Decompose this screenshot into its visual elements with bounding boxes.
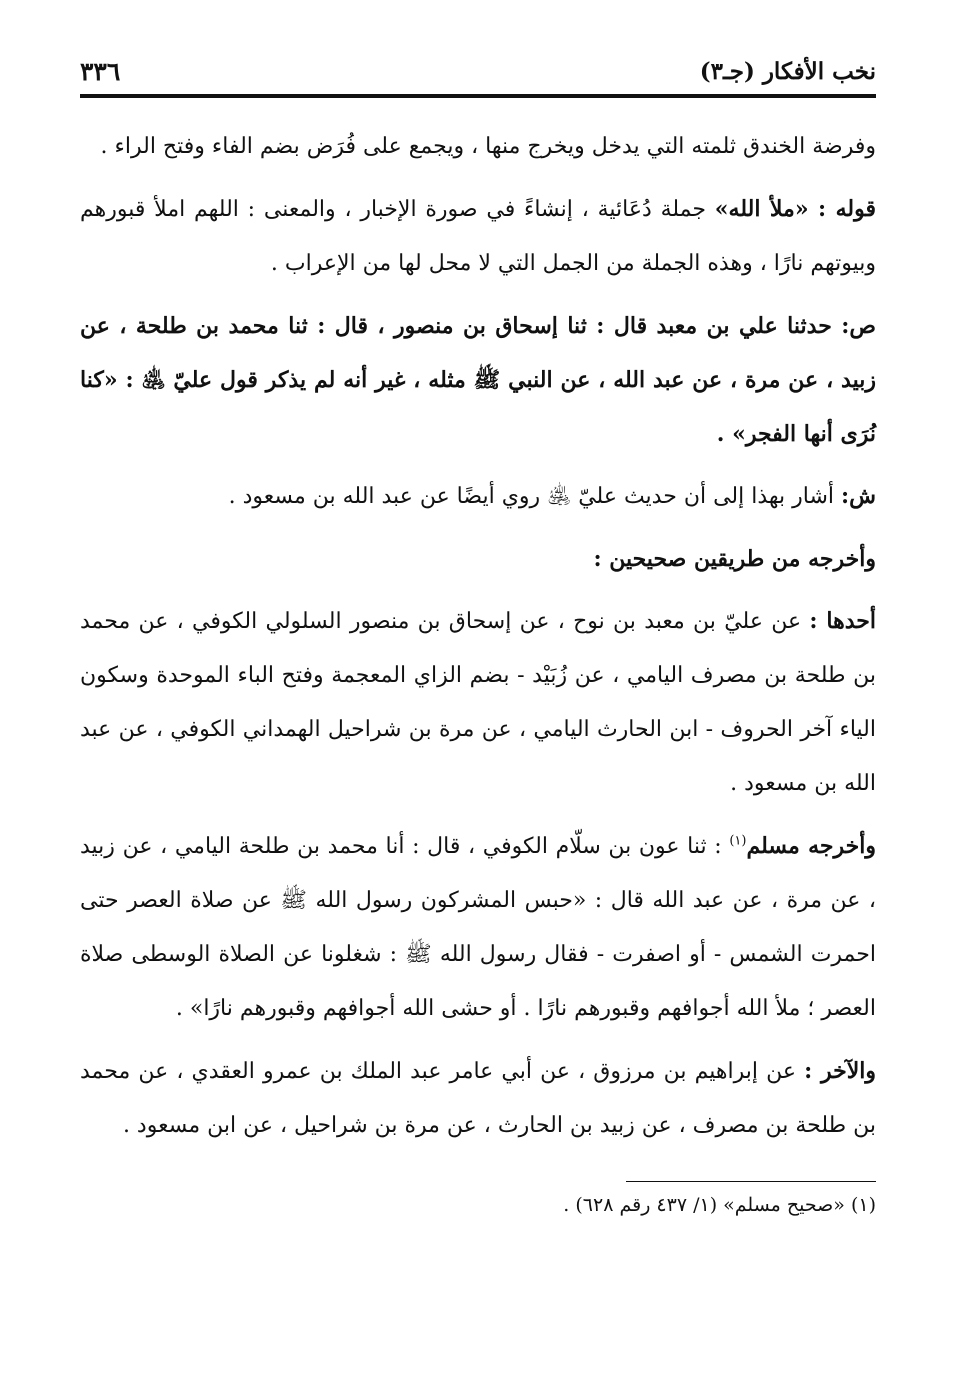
running-title: نخب الأفكار (جـ٣)	[699, 57, 876, 85]
paragraph-furda	[80, 120, 876, 174]
header-rule	[80, 94, 876, 98]
footnote: (١) «صحيح مسلم» (١/ ٤٣٧ رقم ٦٢٨) .	[563, 1194, 876, 1216]
paragraph-text: وفرضة الخندق ثلمته التي يدخل ويخرج منها ، ويجمع على فُرَض بضم الفاء وفتح الراء .	[100, 134, 876, 159]
page-body	[80, 120, 876, 1153]
paragraph-qawluhu	[80, 182, 876, 291]
paragraph-second-route	[80, 1044, 876, 1153]
paragraph-muslim	[80, 819, 876, 1036]
page-number: ٣٣٦	[80, 56, 121, 86]
paragraph-text: : ثنا عون بن سلّام الكوفي ، قال : أنا محمد بن طلحة اليامي ، عن زبيد ، عن مرة ، عن عبد الله قال : «حبس المشركون رسول الله ﷺ عن صلاة العصر حتى احمرت الشمس - أو اصفرت - فقال رسول الله ﷺ : شغلونا عن الصلاة الوسطى صلاة العصر ؛ ملأ الله أجوافهم وقبورهم نارًا . أو حشى الله أجوافهم وقبورهم نارًا» .	[80, 834, 876, 1021]
paragraph-text: عن إبراهيم بن مرزوق ، عن أبي عامر عبد الملك بن عمرو العقدي ، عن محمد بن طلحة بن مصرف ، عن زبيد بن الحارث ، عن مرة بن شراحيل ، عن ابن مسعود .	[80, 1059, 876, 1138]
paragraph-hadith-text	[80, 299, 876, 461]
footnote-divider	[626, 1181, 876, 1182]
paragraph-commentary	[80, 469, 876, 524]
paragraph-text: أشار بهذا إلى أن حديث عليّ ﵁ روي أيضًا عن عبد الله بن مسعود .	[228, 484, 842, 509]
paragraph-text: عن عليّ بن معبد بن نوح ، عن إسحاق بن منصور السلولي الكوفي ، عن محمد بن طلحة بن مصرف اليامي ، عن زُبَيْد - بضم الزاي المعجمة وفتح الباء الموحدة وسكون الياء آخر الحروف - ابن الحارث اليامي ، عن مرة بن شراحيل الهمداني الكوفي ، عن عبد الله بن مسعود .	[80, 609, 876, 796]
paragraph-lead: قوله : «ملأ الله»	[714, 196, 876, 222]
paragraph-text: جملة دُعَائية ، إنشاءً في صورة الإخبار ، والمعنى : اللهم املأ قبورهم وبيوتهم نارًا ، وهذه الجملة من الجمل التي لا محل لها من الإعراب .	[80, 197, 876, 276]
page-header	[80, 52, 876, 90]
paragraph-lead: ص:	[841, 313, 876, 339]
paragraph-lead: ش:	[841, 483, 876, 509]
footnote-marker: (١)	[729, 833, 747, 849]
section-heading	[80, 532, 876, 586]
paragraph-text: حدثنا علي بن معبد قال : ثنا إسحاق بن منصور ، قال : ثنا محمد بن طلحة ، عن زبيد ، عن مرة ، عن عبد الله ، عن النبي ﷺ مثله ، غير أنه لم يذكر قول عليّ ﵁ : «كنا نُرَى أنها الفجر» .	[80, 313, 876, 447]
paragraph-lead: أحدها :	[809, 608, 876, 634]
paragraph-first-route	[80, 594, 876, 811]
paragraph-lead: وأخرجه مسلم	[746, 833, 876, 859]
paragraph-text: وأخرجه من طريقين صحيحين :	[593, 546, 876, 572]
paragraph-lead: والآخر :	[804, 1058, 876, 1084]
